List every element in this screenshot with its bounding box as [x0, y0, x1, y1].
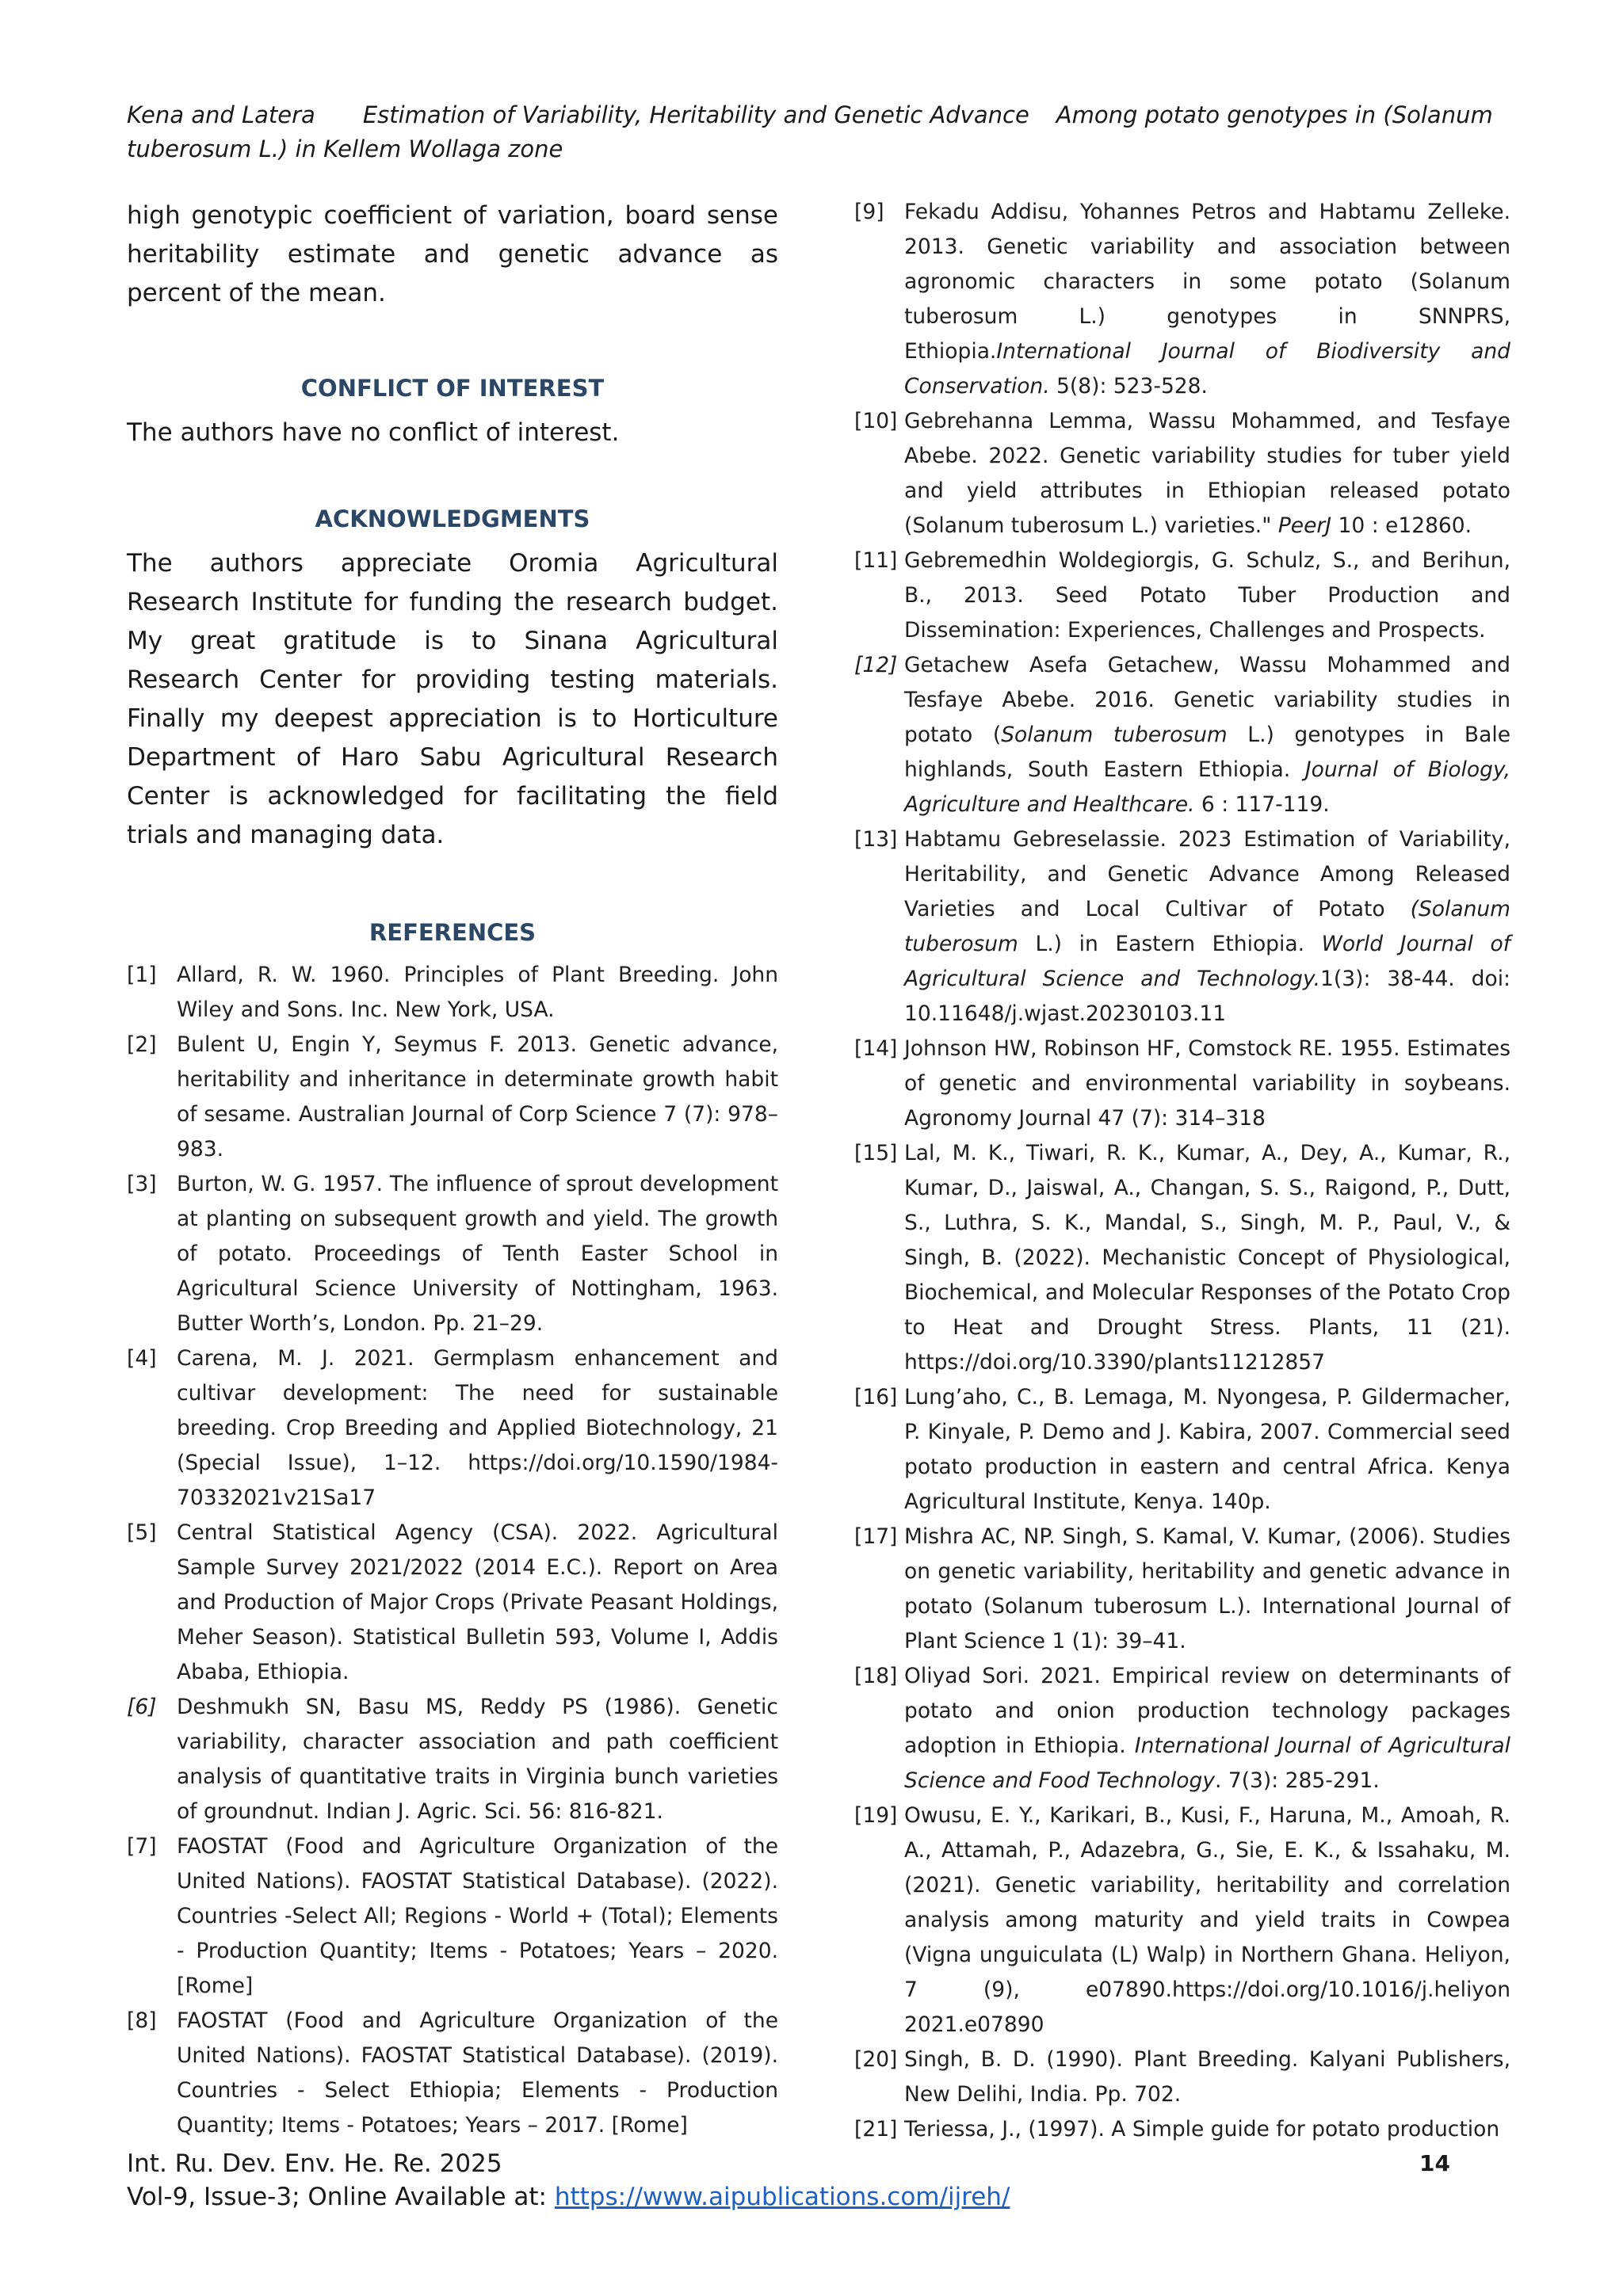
reference-text: Teriessa, J., (1997). A Simple guide for potato production: [904, 2117, 1500, 2142]
reference-number: [21]: [854, 2117, 898, 2142]
reference-item: [854, 2042, 1510, 2112]
reference-item: [854, 195, 1510, 404]
reference-number: [8]: [127, 2008, 157, 2033]
running-header: [127, 98, 1498, 166]
reference-number: [13]: [854, 827, 898, 852]
reference-text: Oliyad Sori. 2021. Empirical review on determinants of potato and onion production technology packages adoption in Ethiopia.: [904, 1664, 1510, 1758]
reference-number: [3]: [127, 1172, 157, 1196]
reference-pre: Habtamu Gebreselassie. 2023 Estimation of Variability, Heritability, and Genetic Advance Among Released Varieties and Local Cultivar of Potato: [904, 827, 1510, 921]
reference-item: [127, 1516, 778, 1690]
reference-text: L.) genotypes in Bale highlands, South Eastern Ethiopia.: [904, 723, 1511, 782]
reference-tail: 1(3): 38-44. doi: 10.11648/j.wjast.20230103.11: [904, 967, 1510, 1026]
reference-number: [18]: [854, 1664, 898, 1688]
reference-tail: . 7(3): 285-291.: [1215, 1768, 1380, 1793]
header-title-line2: tuberosum L.) in Kellem Wollaga zone: [127, 135, 563, 162]
reference-item: [854, 1380, 1510, 1520]
acknowledgments-heading: ACKNOWLEDGMENTS: [315, 505, 590, 532]
left-column: [127, 196, 778, 2143]
footer-issue: Vol-9, Issue-3; Online Available at:: [127, 2183, 555, 2211]
reference-text: Singh, B. D. (1990). Plant Breeding. Kalyani Publishers, New Delihi, India. Pp. 702.: [904, 2047, 1510, 2107]
reference-number: [10]: [854, 409, 898, 433]
reference-journal: World Journal of Agricultural Science and Technology.: [904, 932, 1510, 991]
reference-number: [19]: [854, 1803, 898, 1828]
reference-text: Johnson HW, Robinson HF, Comstock RE. 1955. Estimates of genetic and environmental variability in soybeans. Agronomy Journal 47 (7): 314–318: [904, 1036, 1510, 1131]
footer-journal: Int. Ru. Dev. Env. He. Re. 2025: [127, 2149, 502, 2178]
references-list-left: [127, 958, 778, 2143]
reference-item: [127, 1829, 778, 2004]
conflict-paragraph: The authors have no conflict of interest.: [127, 418, 620, 447]
reference-journal: Journal of Biology, Agriculture and Healthcare.: [904, 757, 1510, 817]
reference-item: [127, 1690, 778, 1829]
reference-species: (Solanum tuberosum: [904, 897, 1510, 956]
reference-number: [20]: [854, 2047, 898, 2072]
reference-number: [1]: [127, 963, 157, 987]
reference-journal: International Journal of Biodiversity and Conservation.: [904, 339, 1510, 399]
footer-issue-line: [127, 2180, 1498, 2214]
reference-number: [16]: [854, 1385, 898, 1409]
reference-number: [5]: [127, 1520, 157, 1545]
reference-text: Gebrehanna Lemma, Wassu Mohammed, and Tesfaye Abebe. 2022. Genetic variability studies for tuber yield and yield attributes in Ethiopian released potato (Solanum tuberosum L.) varieties.": [904, 409, 1510, 538]
reference-text: Deshmukh SN, Basu MS, Reddy PS (1986). Genetic variability, character association and path coefficient analysis of quantitative traits in Virginia bunch varieties of groundnut. Indian J. Agric. Sci. 56: 816-821.: [177, 1695, 778, 1824]
header-title: Estimation of Variability, Heritability and Genetic Advance: [362, 101, 1029, 128]
reference-text: Fekadu Addisu, Yohannes Petros and Habtamu Zelleke. 2013. Genetic variability and association between agronomic characters in some potato (Solanum tuberosum L.) genotypes in SNNPRS, Ethiopia.: [904, 200, 1510, 364]
reference-item: [854, 1032, 1510, 1136]
reference-text: FAOSTAT (Food and Agriculture Organization of the United Nations). FAOSTAT Statistical Database). (2019). Countries - Select Ethiopia; Elements - Production Quantity; Items - Potatoes; Years – 2017. [Rome]: [177, 2008, 778, 2138]
reference-pre: Getachew Asefa Getachew, Wassu Mohammed and Tesfaye Abebe. 2016. Genetic variability studies in potato (: [904, 653, 1510, 747]
reference-item: [854, 1136, 1510, 1380]
reference-text: Allard, R. W. 1960. Principles of Plant Breeding. John Wiley and Sons. Inc. New York, USA.: [177, 963, 778, 1022]
reference-item: [854, 648, 1510, 822]
reference-number: [17]: [854, 1524, 898, 1549]
header-title-cont: Among potato genotypes in (Solanum: [1056, 101, 1493, 128]
reference-text: Bulent U, Engin Y, Seymus F. 2013. Genetic advance, heritability and inheritance in determinate growth habit of sesame. Australian Journal of Corp Science 7 (7): 978–983.: [177, 1032, 778, 1161]
references-list-right: [854, 195, 1510, 2147]
reference-text: Lal, M. K., Tiwari, R. K., Kumar, A., Dey, A., Kumar, R., Kumar, D., Jaiswal, A., Changan, S. S., Raigond, P., Dutt, S., Luthra, S. K., Mandal, S., Singh, M. P., Paul, V., & Singh, B. (2022). Mechanistic Concept of Physiological, Biochemical, and Molecular Responses of the Potato Crop to Heat and Drought Stress. Plants, 11 (21). https://doi.org/10.3390/plants11212857: [904, 1141, 1510, 1375]
reference-item: [854, 822, 1510, 1032]
reference-text: L.) in Eastern Ethiopia.: [1018, 932, 1322, 956]
right-column: [854, 195, 1510, 2147]
reference-number: [7]: [127, 1834, 157, 1859]
reference-tail: 10 : e12860.: [1331, 513, 1472, 538]
reference-item: [854, 1798, 1510, 2042]
reference-tail: 5(8): 523-528.: [1049, 374, 1208, 399]
reference-item: [127, 1028, 778, 1167]
reference-text: Lung’aho, C., B. Lemaga, M. Nyongesa, P. Gildermacher, P. Kinyale, P. Demo and J. Kabira, 2007. Commercial seed potato production in eastern and central Africa. Kenya Agricultural Institute, Kenya. 140p.: [904, 1385, 1510, 1514]
footer-url-link[interactable]: https://www.aipublications.com/ijreh/: [554, 2183, 1010, 2211]
reference-text: FAOSTAT (Food and Agriculture Organization of the United Nations). FAOSTAT Statistical Database). (2022). Countries -Select All; Regions - World + (Total); Elements - Production Quantity; Items - Potatoes; Years – 2020. [Rome]: [177, 1834, 778, 1998]
reference-item: [854, 1520, 1510, 1659]
reference-item: [854, 2112, 1510, 2147]
reference-text: Burton, W. G. 1957. The influence of sprout development at planting on subsequent growth and yield. The growth of potato. Proceedings of Tenth Easter School in Agricultural Science University of Nottingham, 1963. Butter Worth’s, London. Pp. 21–29.: [177, 1172, 778, 1336]
reference-item: [854, 543, 1510, 648]
reference-species: Solanum tuberosum: [1001, 723, 1228, 747]
reference-tail: 6 : 117-119.: [1194, 792, 1330, 817]
reference-item: [127, 2004, 778, 2143]
page-number: 14: [1419, 2150, 1450, 2176]
reference-text: Gebremedhin Woldegiorgis, G. Schulz, S., and Berihun, B., 2013. Seed Potato Tuber Production and Dissemination: Experiences, Challenges and Prospects.: [904, 548, 1510, 643]
reference-text: Central Statistical Agency (CSA). 2022. Agricultural Sample Survey 2021/2022 (2014 E.C.). Report on Area and Production of Major Crops (Private Peasant Holdings, Meher Season). Statistical Bulletin 593, Volume I, Addis Ababa, Ethiopia.: [177, 1520, 778, 1684]
reference-text: Mishra AC, NP. Singh, S. Kamal, V. Kumar, (2006). Studies on genetic variability, heritability and genetic advance in potato (Solanum tuberosum L.). International Journal of Plant Science 1 (1): 39–41.: [904, 1524, 1510, 1653]
intro-paragraph: high genotypic coefficient of variation, board sense heritability estimate and genetic advance as percent of the mean.: [127, 201, 778, 307]
acknowledgments-paragraph: The authors appreciate Oromia Agricultural Research Institute for funding the research budget. My great gratitude is to Sinana Agricultural Research Center for providing testing materials. Finally my deepest appreciation is to Horticulture Department of Haro Sabu Agricultural Research Center is acknowledged for facilitating the field trials and managing data.: [127, 549, 778, 849]
reference-number: [12]: [854, 653, 898, 677]
conflict-heading: CONFLICT OF INTEREST: [300, 375, 605, 402]
reference-journal: PeerJ: [1277, 513, 1332, 538]
reference-number: [6]: [127, 1695, 157, 1719]
reference-item: [854, 404, 1510, 543]
reference-number: [2]: [127, 1032, 157, 1057]
reference-number: [15]: [854, 1141, 898, 1165]
reference-number: [11]: [854, 548, 898, 573]
reference-text: Owusu, E. Y., Karikari, B., Kusi, F., Haruna, M., Amoah, R. A., Attamah, P., Adazebra, G., Sie, E. K., & Issahaku, M. (2021). Genetic variability, heritability and correlation analysis among maturity and yield traits in Cowpea (Vigna unguiculata (L) Walp) in Northern Ghana. Heliyon, 7 (9), e07890.https://doi.org/10.1016/j.heliyon 2021.e07890: [904, 1803, 1510, 2037]
reference-number: [4]: [127, 1346, 157, 1371]
reference-text: Carena, M. J. 2021. Germplasm enhancement and cultivar development: The need for sustainable breeding. Crop Breeding and Applied Biotechnology, 21 (Special Issue), 1–12. https://doi.org/10.1590/1984-70332021v21Sa17: [177, 1346, 778, 1510]
reference-journal: International Journal of Agricultural Science and Food Technology: [904, 1733, 1510, 1793]
reference-number: [14]: [854, 1036, 898, 1061]
reference-number: [9]: [854, 200, 884, 224]
page-footer: [127, 2147, 1498, 2214]
references-heading: REFERENCES: [369, 919, 537, 946]
header-authors: Kena and Latera: [127, 101, 315, 128]
reference-item: [127, 1167, 778, 1341]
reference-item: [127, 958, 778, 1028]
reference-item: [127, 1341, 778, 1516]
reference-item: [854, 1659, 1510, 1798]
